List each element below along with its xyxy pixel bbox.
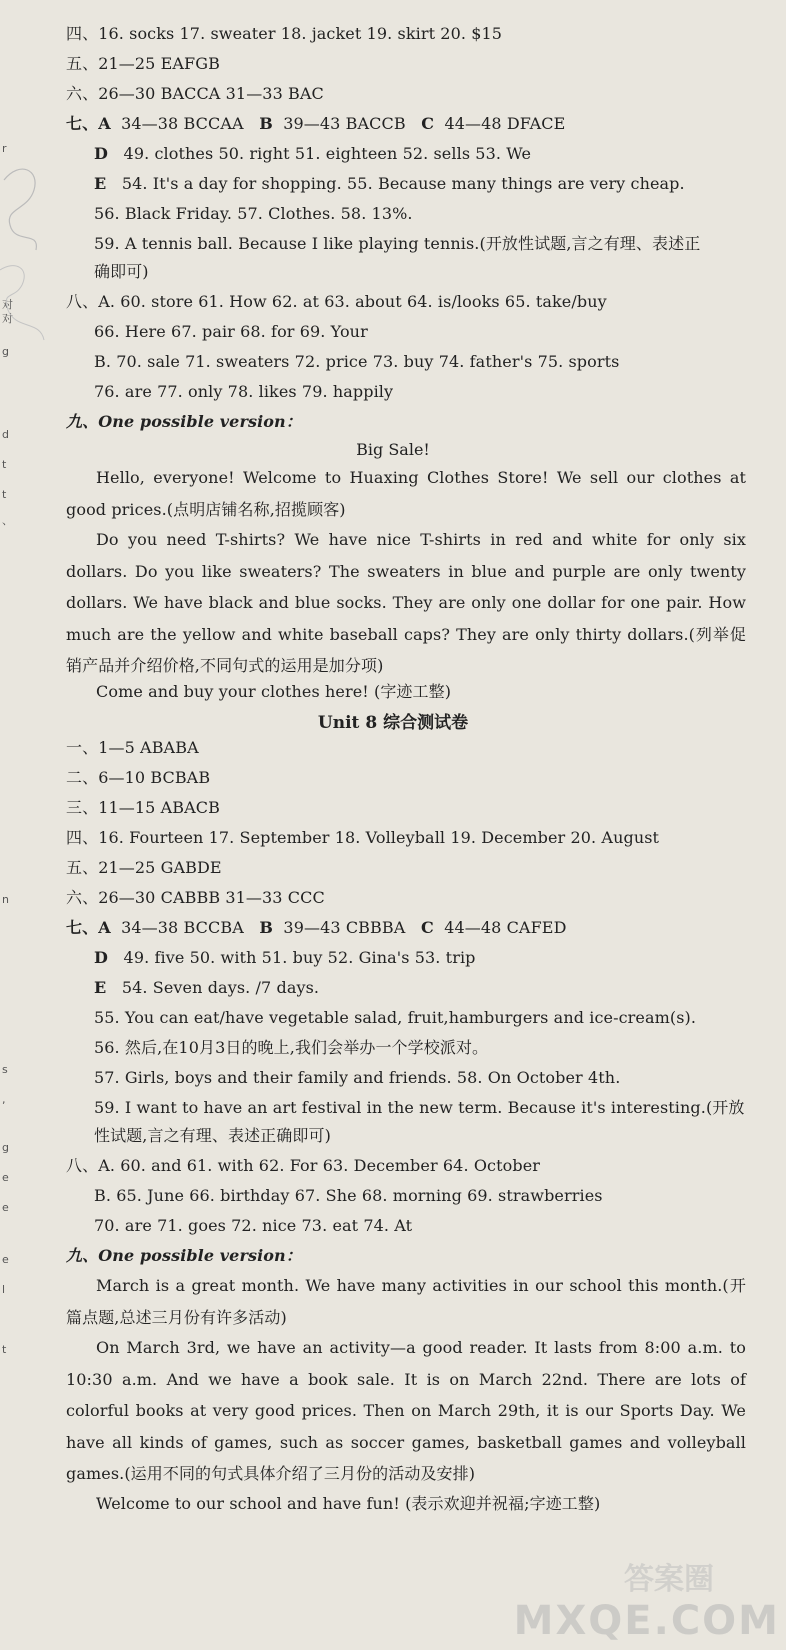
u7-section-7 — [66, 114, 565, 134]
part-label: C — [420, 918, 434, 937]
u7-essay-paragraph-1 — [66, 462, 746, 525]
edge-mark: r — [2, 142, 7, 155]
answers: 34—38 BCCAA — [121, 114, 244, 133]
paragraph-text: Hello, everyone! Welcome to Huaxing Clothes Store! We sell our clothes at good prices.(点明店铺名称,招揽顾客) — [66, 468, 746, 519]
u7-section-6: 六、26—30 BACCA 31—33 BAC — [66, 84, 324, 103]
answers: 54. It's a day for shopping. 55. Because many things are very cheap. — [121, 174, 685, 193]
margin-scribble-graphic — [0, 150, 60, 370]
edge-mark: e — [2, 1171, 9, 1184]
edge-mark: t — [2, 458, 7, 471]
answers: 44—48 DFACE — [444, 114, 566, 133]
u8-answer-55: 55. You can eat/have vegetable salad, fruit,hamburgers and ice-cream(s). — [94, 1008, 697, 1027]
u7-part-d — [94, 144, 531, 164]
edge-mark: s — [2, 1063, 8, 1076]
u8-answer-59: 59. I want to have an art festival in the new term. Because it's interesting.(开放 — [94, 1098, 745, 1117]
part-label: C — [421, 114, 435, 133]
u7-essay-paragraph-3 — [66, 676, 746, 708]
edge-mark: 对 — [2, 312, 13, 325]
part-label: D — [94, 144, 108, 163]
u7-essay-paragraph-2 — [66, 524, 746, 682]
answers: 39—43 CBBBA — [283, 918, 406, 937]
paragraph-text: Come and buy your clothes here! (字迹工整) — [96, 682, 452, 701]
u8-section-2: 二、6—10 BCBAB — [66, 768, 211, 787]
u8-essay-paragraph-2 — [66, 1332, 746, 1490]
edge-mark: 对 — [2, 298, 13, 311]
u7-section-8b-cont: 76. are 77. only 78. likes 79. happily — [94, 382, 394, 401]
part-label: B — [259, 918, 274, 937]
u8-answer-57-58: 57. Girls, boys and their family and friends. 58. On October 4th. — [94, 1068, 621, 1087]
u8-section-6: 六、26—30 CABBB 31—33 CCC — [66, 888, 325, 907]
edge-mark: d — [2, 428, 9, 441]
u7-section-4: 四、16. socks 17. sweater 18. jacket 19. skirt 20. $15 — [66, 24, 503, 43]
paragraph-text: March is a great month. We have many activities in our school this month.(开篇点题,总述三月份有许多活动) — [66, 1276, 746, 1327]
u7-part-e — [94, 174, 685, 194]
edge-mark: l — [2, 1283, 6, 1296]
part-label: E — [94, 978, 107, 997]
edge-mark: e — [2, 1253, 9, 1266]
unit-8-title: Unit 8 综合测试卷 — [317, 713, 469, 733]
edge-mark: g — [2, 1141, 9, 1154]
u8-section-8b-cont: 70. are 71. goes 72. nice 73. eat 74. At — [94, 1216, 413, 1235]
edge-mark: t — [2, 488, 7, 501]
u8-answer-59-cont: 性试题,言之有理、表述正确即可) — [94, 1126, 331, 1145]
paragraph-text: On March 3rd, we have an activity—a good reader. It lasts from 8:00 a.m. to 10:30 a.m. And we have a book sale. It is on March 22nd. There are lots of colorful books at very good prices. Then on March 29th, it is our Sports Day. We have all kinds of games, such as soccer games, basketball games and volleyball games.(运用不同的句式具体介绍了三月份的活动及安排) — [66, 1338, 746, 1483]
u8-part-e — [94, 978, 319, 998]
edge-mark: g — [2, 345, 9, 358]
u8-section-4: 四、16. Fourteen 17. September 18. Volleyball 19. December 20. August — [66, 828, 660, 847]
u7-section-8b: B. 70. sale 71. sweaters 72. price 73. buy 74. father's 75. sports — [94, 352, 620, 371]
answers: 39—43 BACCB — [283, 114, 406, 133]
edge-mark: n — [2, 893, 9, 906]
part-label: B — [259, 114, 273, 133]
u8-part-d — [94, 948, 476, 968]
u7-section-8a-cont: 66. Here 67. pair 68. for 69. Your — [94, 322, 368, 341]
u7-section-5: 五、21—25 EAFGB — [66, 54, 220, 73]
u8-answer-56: 56. 然后,在10月3日的晚上,我们会举办一个学校派对。 — [94, 1038, 489, 1057]
answers: 49. clothes 50. right 51. eighteen 52. sells 53. We — [123, 144, 532, 163]
u8-essay-paragraph-3 — [66, 1488, 746, 1520]
part-label: 七、A — [66, 918, 111, 937]
part-label: D — [94, 948, 108, 967]
u8-essay-paragraph-1 — [66, 1270, 746, 1333]
edge-mark: 、 — [2, 514, 13, 527]
u8-section-7 — [66, 918, 567, 938]
u7-answer-59-cont: 确即可) — [94, 262, 149, 281]
u8-section-9: 九、One possible version： — [66, 1246, 302, 1265]
u7-section-9: 九、One possible version： — [66, 412, 302, 431]
watermark-logo: 答案圈 — [624, 1562, 714, 1597]
watermark-text: MXQE.COM — [513, 1598, 780, 1644]
u7-section-8a: 八、A. 60. store 61. How 62. at 63. about 64. is/looks 65. take/buy — [66, 292, 607, 311]
edge-mark: , — [2, 1093, 6, 1106]
part-label: 七、A — [66, 114, 111, 133]
edge-mark: e — [2, 1201, 9, 1214]
essay-title: Big Sale! — [356, 440, 430, 459]
u7-answer-59: 59. A tennis ball. Because I like playing tennis.(开放性试题,言之有理、表述正 — [94, 234, 701, 253]
paragraph-text: Welcome to our school and have fun! (表示欢迎并祝福;字迹工整) — [96, 1494, 601, 1513]
u8-section-3: 三、11—15 ABACB — [66, 798, 220, 817]
answers: 54. Seven days. /7 days. — [121, 978, 320, 997]
paragraph-text: Do you need T-shirts? We have nice T-shirts in red and white for only six dollars. Do you like sweaters? The sweaters in blue and purple are only twenty dollars. We have black and blue socks. They are only one dollar for one pair. How much are the yellow and white baseball caps? They are only thirty dollars.(列举促销产品并介绍价格,不同句式的运用是加分项) — [66, 530, 746, 675]
u8-section-8a: 八、A. 60. and 61. with 62. For 63. December 64. October — [66, 1156, 541, 1175]
part-label: E — [94, 174, 107, 193]
u8-section-1: 一、1—5 ABABA — [66, 738, 199, 757]
answers: 34—38 BCCBA — [121, 918, 244, 937]
edge-mark: t — [2, 1343, 7, 1356]
answers: 49. five 50. with 51. buy 52. Gina's 53. trip — [123, 948, 476, 967]
u7-answer-56-58: 56. Black Friday. 57. Clothes. 58. 13%. — [94, 204, 413, 223]
u8-section-5: 五、21—25 GABDE — [66, 858, 222, 877]
u8-section-8b: B. 65. June 66. birthday 67. She 68. morning 69. strawberries — [94, 1186, 603, 1205]
answers: 44—48 CAFED — [444, 918, 567, 937]
